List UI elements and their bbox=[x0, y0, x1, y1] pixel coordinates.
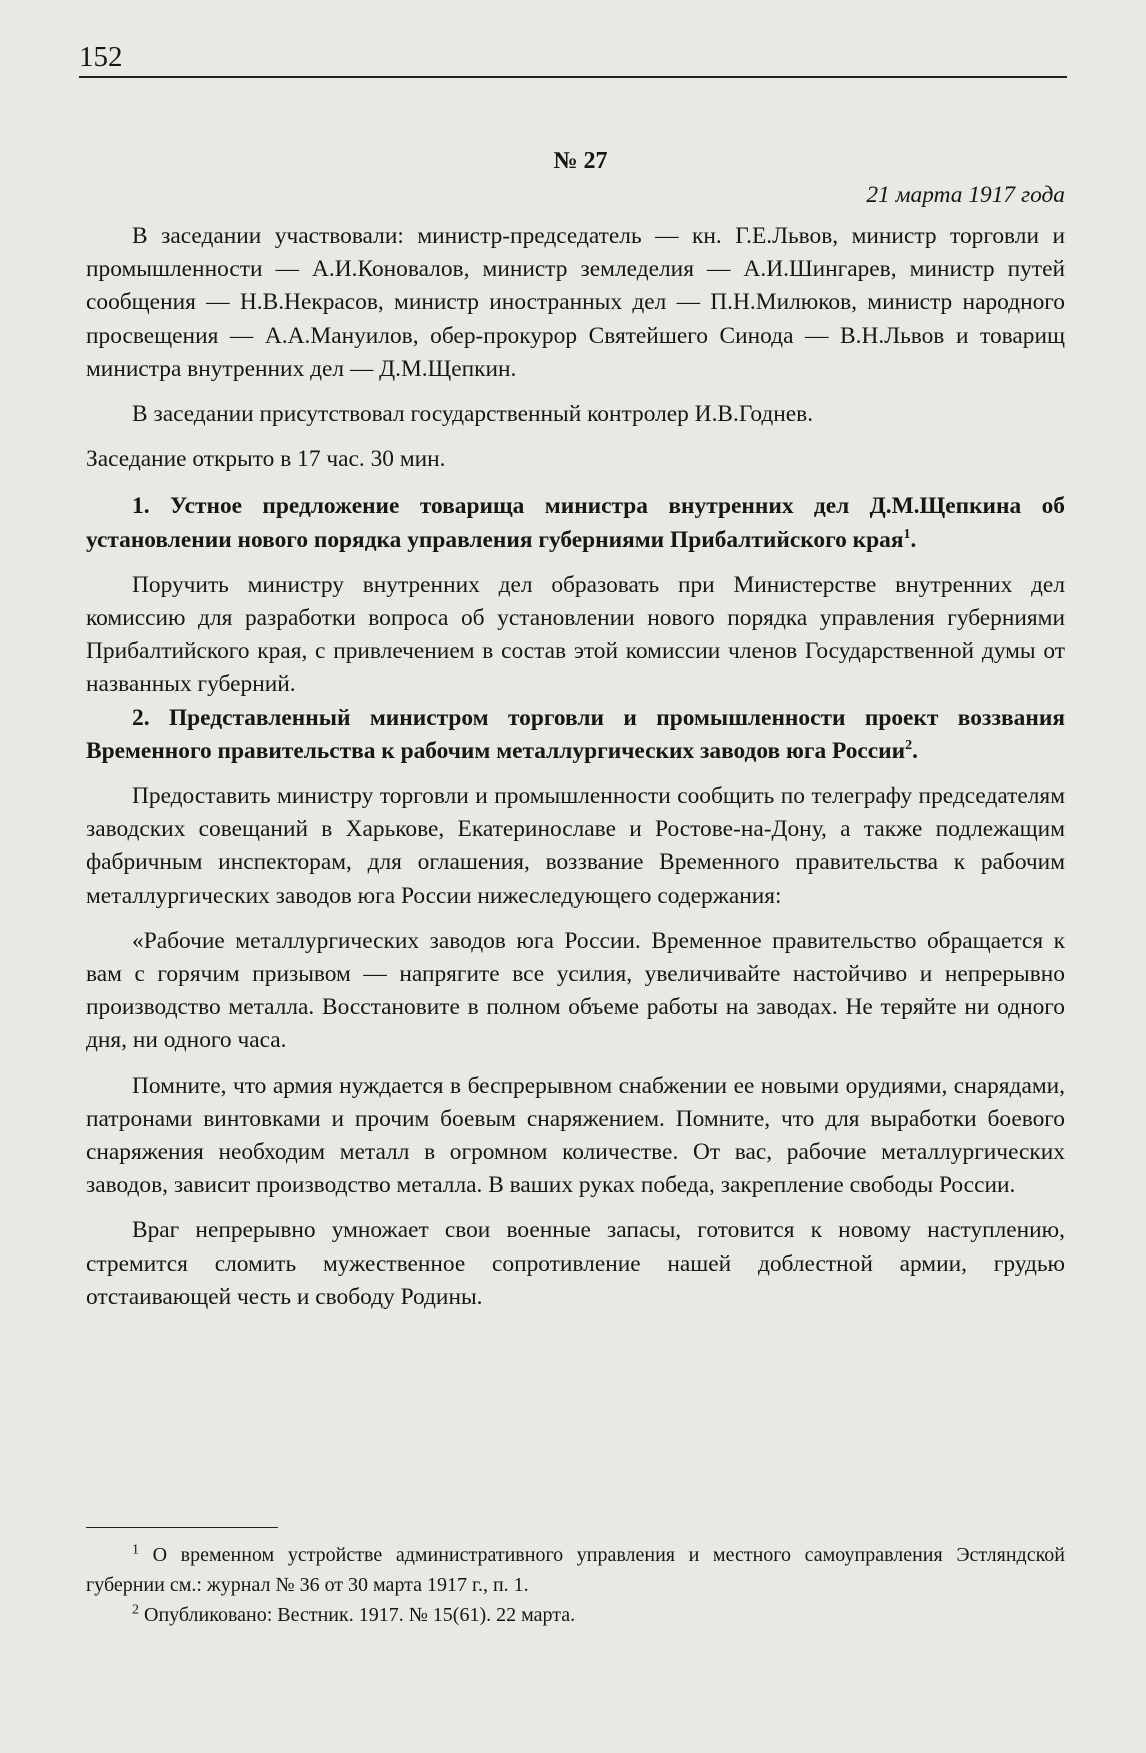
header-rule bbox=[79, 76, 1067, 78]
footnote-rule bbox=[86, 1527, 278, 1528]
appeal-paragraph-1: «Рабочие металлургических заводов юга России. Временное правительство обращается к вам с горячим призывом — напрягите все усилия, увеличивайте настойчиво и непрерывно производство металла. Восстановите в полном объеме работы на заводах. Не теряйте ни одного дня, ни одного часа. bbox=[86, 927, 1065, 1054]
appeal-paragraph-3: Враг непрерывно умножает свои военные запасы, готовится к новому наступлению, стремится сломить мужественное сопротивление нашей доблестной армии, грудью отстаивающей честь и свободу Родины. bbox=[86, 1217, 1065, 1310]
section-1-title bbox=[86, 490, 1065, 556]
section-2-title-text: 2. Представленный министром торговли и промышленности проект воззвания Временного правительства к рабочим металлургических заводов юга России bbox=[86, 704, 1065, 764]
section-1-body: Поручить министру внутренних дел образовать при Министерстве внутренних дел комиссию для разработки вопроса об установлении нового порядка управления губерниями Прибалтийского края, с привлечением в состав этой комиссии членов Государственной думы от названных губерний. bbox=[86, 571, 1065, 698]
section-2-body: Предоставить министру торговли и промышленности сообщить по телеграфу председателям заводских совещаний в Харькове, Екатеринославе и Ростове-на-Дону, а также подлежащим фабричным инспекторам, для оглашения, воззвание Временного правительства к рабочим металлургических заводов юга России нижеследующего содержания: bbox=[86, 783, 1065, 909]
document-date: 21 марта 1917 года bbox=[866, 182, 1065, 208]
footnote-2-text: Опубликовано: Вестник. 1917. № 15(61). 22 марта. bbox=[139, 1604, 576, 1626]
footnote-ref-1: 1 bbox=[903, 526, 911, 542]
footnotes bbox=[86, 1540, 1065, 1630]
footnote-1 bbox=[86, 1540, 1065, 1600]
appeal-paragraph-2: Помните, что армия нуждается в беспрерывном снабжении ее новыми орудиями, снарядами, патронами винтовками и прочим боевым снаряжением. Помните, что для выработки боевого снаряжения необходим металл в огромном количестве. От вас, рабочие металлургических заводов, зависит производство металла. В ваших руках победа, закрепление свободы России. bbox=[86, 1072, 1065, 1199]
document-number: № 27 bbox=[553, 148, 608, 174]
footnote-ref-2: 2 bbox=[905, 738, 913, 754]
session-opened: Заседание открыто в 17 час. 30 мин. bbox=[86, 446, 446, 473]
footnote-2 bbox=[86, 1600, 1065, 1630]
page-number: 152 bbox=[79, 41, 123, 73]
footnote-mark-2: 2 bbox=[132, 1602, 139, 1618]
section-2-title-end: . bbox=[912, 737, 918, 764]
attendees-paragraph: В заседании участвовали: министр-председатель — кн. Г.Е.Львов, министр торговли и промышленности — А.И.Коновалов, министр земледелия — А.И.Шингарев, министр путей сообщения — Н.В.Некрасов, министр иностранных дел — П.Н.Милюков, министр народного просвещения — А.А.Мануилов, обер-прокурор Святейшего Синода — В.Н.Львов и товарищ министра внутренних дел — Д.М.Щепкин. bbox=[86, 223, 1065, 382]
section-2-title bbox=[86, 702, 1065, 768]
footnote-mark-1: 1 bbox=[132, 1542, 139, 1558]
present-paragraph: В заседании присутствовал государственный контролер И.В.Годнев. bbox=[132, 401, 814, 428]
footnote-1-text: О временном устройстве административного управления и местного самоуправления Эстляндской губернии см.: журнал № 36 от 30 марта 1917 г., п. 1. bbox=[86, 1544, 1065, 1596]
document-body bbox=[86, 144, 1065, 1314]
section-1-title-text: 1. Устное предложение товарища министра внутренних дел Д.М.Щепкина об установлении нового порядка управления губерниями Прибалтийского края bbox=[86, 493, 1065, 553]
section-1-title-end: . bbox=[910, 526, 917, 553]
